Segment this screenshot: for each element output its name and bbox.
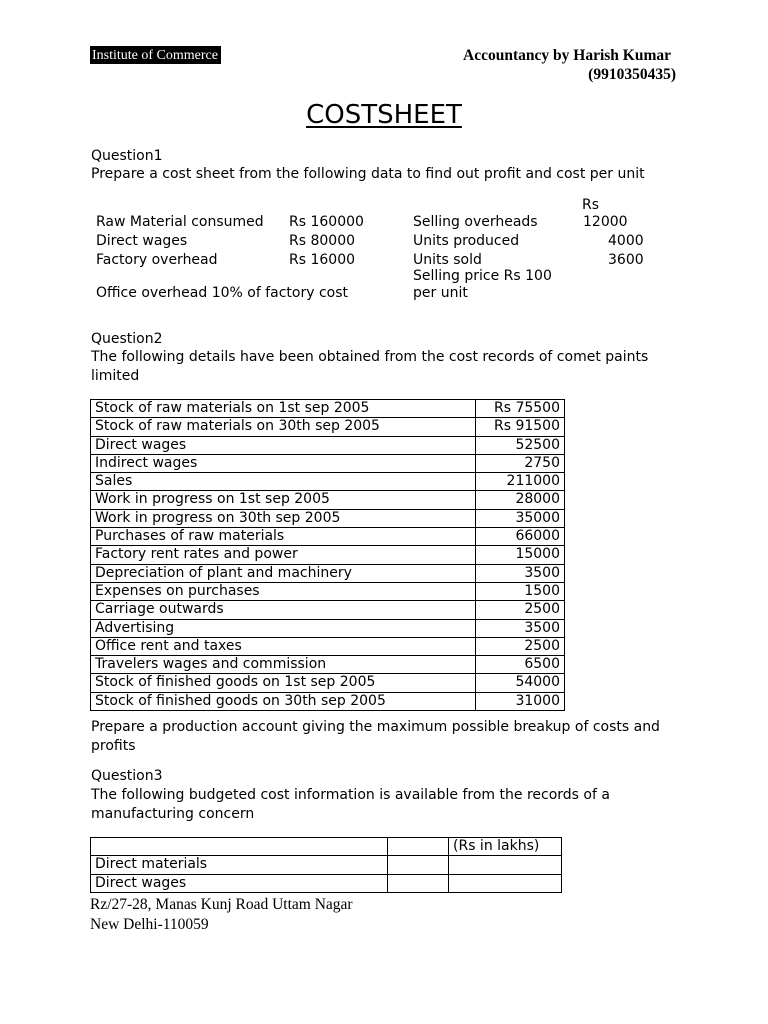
author-line: Accountancy by Harish Kumar (463, 47, 671, 64)
row-value: 31000 (476, 692, 565, 710)
table-row (91, 473, 565, 491)
table-row (91, 491, 565, 509)
row-value: 6500 (476, 656, 565, 674)
table-row (91, 874, 562, 892)
row-label: Work in progress on 30th sep 2005 (91, 509, 476, 527)
footer-address-line2: New Delhi-110059 (90, 916, 209, 933)
q1-right-value: 4000 (608, 233, 644, 249)
table-row (91, 582, 565, 600)
q1-right-value: 12000 (583, 214, 628, 230)
q2-data-table (90, 399, 565, 711)
row-value: 54000 (476, 674, 565, 692)
q1-right-label: Units sold (413, 252, 482, 268)
q1-left-value: Rs 16000 (289, 252, 356, 268)
table-row (91, 674, 565, 692)
page-title-text: COSTSHEET (306, 100, 462, 130)
q3-data-table (90, 837, 562, 893)
q1-left-value: Rs 80000 (289, 233, 356, 249)
row-value: 15000 (476, 546, 565, 564)
row-value: Rs 75500 (476, 400, 565, 418)
question3-text: The following budgeted cost information is available from the records of a manufacturing concern (91, 787, 610, 822)
row-value: 35000 (476, 509, 565, 527)
table-row (91, 509, 565, 527)
question1-heading: Question1 (91, 148, 163, 164)
q1-left-value: Rs 160000 (289, 214, 364, 230)
table-row (91, 546, 565, 564)
row-value: Rs 91500 (476, 418, 565, 436)
row-label: Factory rent rates and power (91, 546, 476, 564)
question2-heading: Question2 (91, 331, 163, 347)
row-label: Advertising (91, 619, 476, 637)
row-label: Stock of finished goods on 30th sep 2005 (91, 692, 476, 710)
row-value: 1500 (476, 582, 565, 600)
footer-address-line1: Rz/27-28, Manas Kunj Road Uttam Nagar (90, 896, 353, 913)
q1-right-label: Units produced (413, 233, 520, 249)
table-row (91, 400, 565, 418)
header-cell-empty (388, 838, 449, 856)
question2-instruction: Prepare a production account giving the maximum possible breakup of costs and profits (91, 719, 660, 754)
row-label: Carriage outwards (91, 601, 476, 619)
row-label: Direct wages (91, 874, 388, 892)
row-cell-empty (449, 856, 562, 874)
table-row (91, 418, 565, 436)
table-row (91, 564, 565, 582)
institute-label: Institute of Commerce (90, 46, 221, 64)
table-row (91, 454, 565, 472)
table-row (91, 436, 565, 454)
q1-left-label: Office overhead 10% of factory cost (96, 285, 348, 301)
header-cell-empty (91, 838, 388, 856)
row-label: Purchases of raw materials (91, 528, 476, 546)
question1-text: Prepare a cost sheet from the following data to find out profit and cost per unit (91, 166, 645, 182)
q1-left-label: Factory overhead (96, 252, 218, 268)
row-label: Work in progress on 1st sep 2005 (91, 491, 476, 509)
q1-selling-price-line2: per unit (413, 285, 468, 301)
q1-right-value: 3600 (608, 252, 644, 268)
row-value: 3500 (476, 564, 565, 582)
q1-left-label: Raw Material consumed (96, 214, 264, 230)
row-label: Direct wages (91, 436, 476, 454)
row-label: Travelers wages and commission (91, 656, 476, 674)
table-row (91, 692, 565, 710)
table-row (91, 656, 565, 674)
row-label: Depreciation of plant and machinery (91, 564, 476, 582)
table-row (91, 619, 565, 637)
q1-right-label: Selling overheads (413, 214, 538, 230)
author-phone: (9910350435) (588, 66, 676, 83)
row-cell-empty (449, 874, 562, 892)
q1-rs-header: Rs (582, 197, 600, 213)
page-title (0, 99, 768, 131)
row-label: Stock of finished goods on 1st sep 2005 (91, 674, 476, 692)
row-value: 3500 (476, 619, 565, 637)
q1-selling-price-line1: Selling price Rs 100 (413, 268, 552, 284)
question3-heading: Question3 (91, 768, 163, 784)
row-label: Sales (91, 473, 476, 491)
row-value: 2750 (476, 454, 565, 472)
table-row (91, 856, 562, 874)
row-cell-empty (388, 874, 449, 892)
row-label: Direct materials (91, 856, 388, 874)
row-value: 66000 (476, 528, 565, 546)
row-label: Stock of raw materials on 30th sep 2005 (91, 418, 476, 436)
row-label: Expenses on purchases (91, 582, 476, 600)
table-row (91, 838, 562, 856)
row-label: Office rent and taxes (91, 637, 476, 655)
row-value: 2500 (476, 601, 565, 619)
row-value: 211000 (476, 473, 565, 491)
q1-left-label: Direct wages (96, 233, 188, 249)
row-label: Indirect wages (91, 454, 476, 472)
row-value: 52500 (476, 436, 565, 454)
table-row (91, 528, 565, 546)
row-cell-empty (388, 856, 449, 874)
question2-text: The following details have been obtained from the cost records of comet paints limited (91, 349, 649, 384)
table-row (91, 601, 565, 619)
header-cell-unit: (Rs in lakhs) (449, 838, 562, 856)
row-value: 28000 (476, 491, 565, 509)
row-value: 2500 (476, 637, 565, 655)
table-row (91, 637, 565, 655)
row-label: Stock of raw materials on 1st sep 2005 (91, 400, 476, 418)
